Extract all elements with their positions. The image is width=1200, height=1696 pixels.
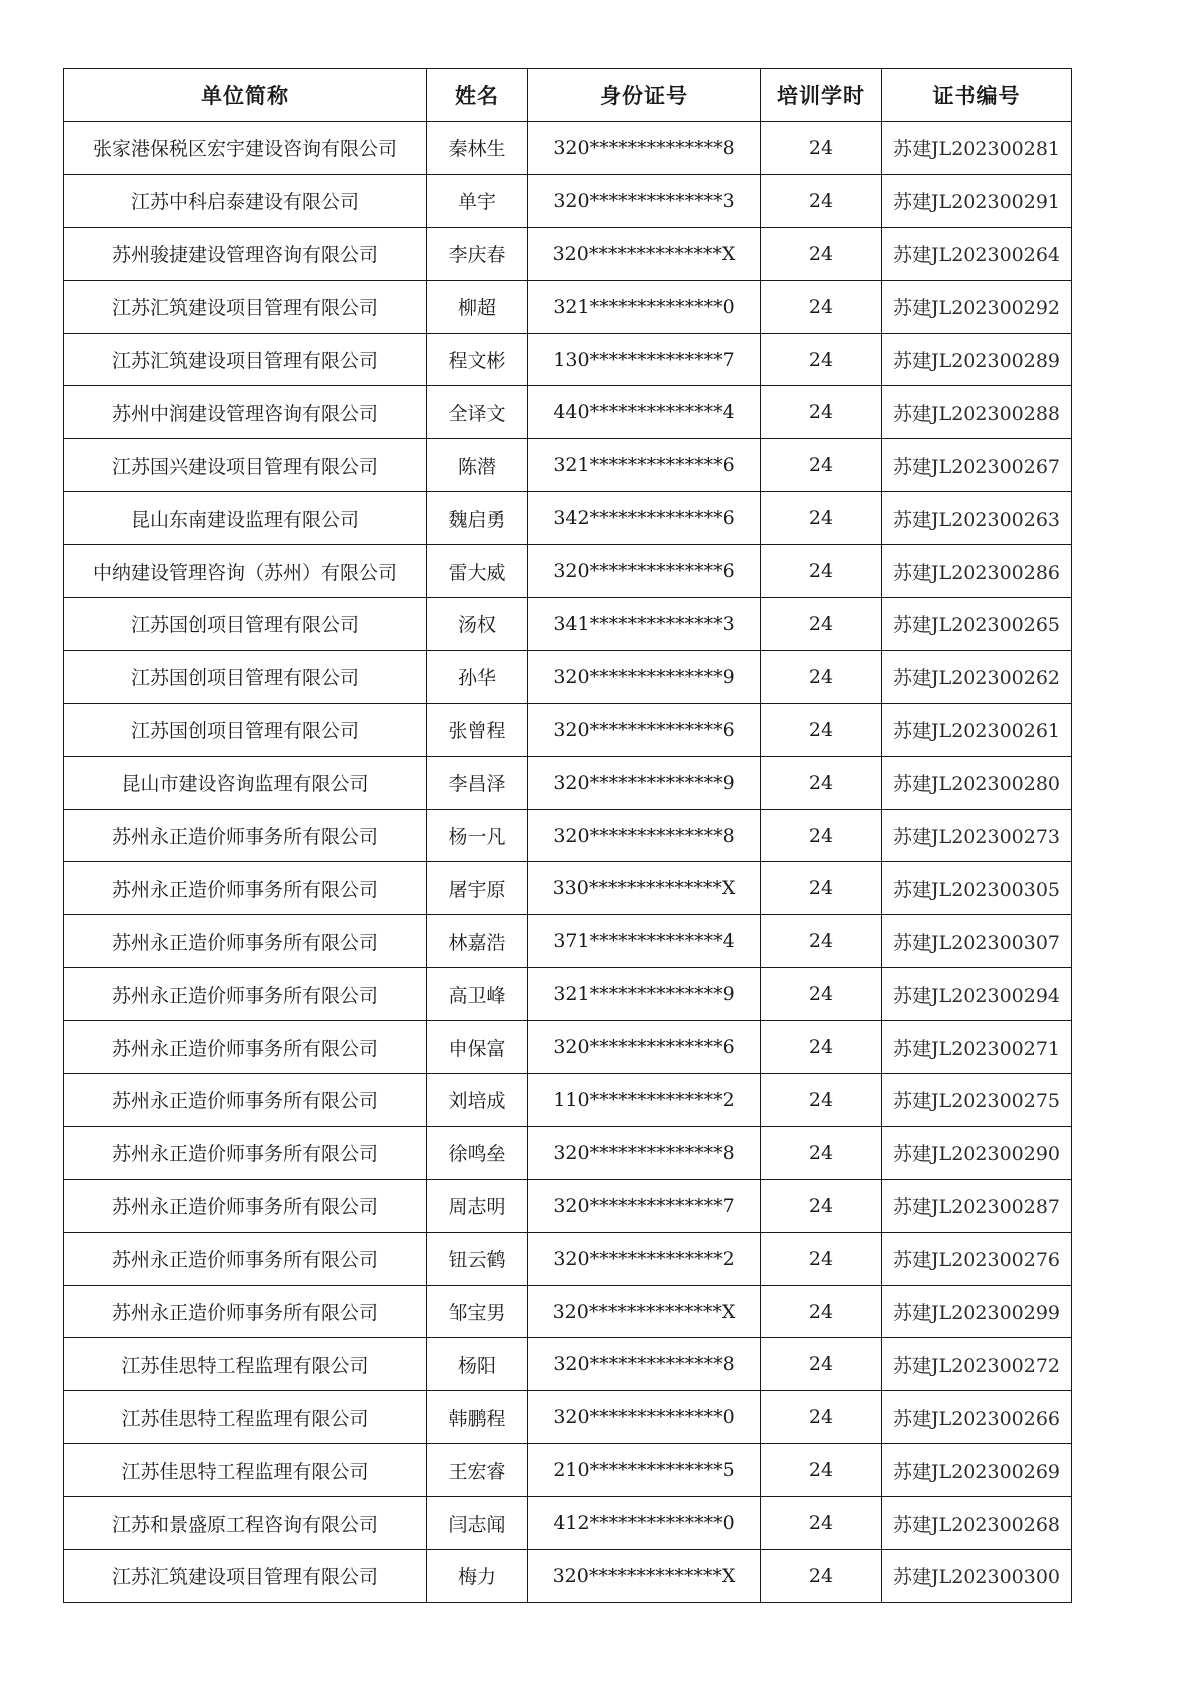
table-row (64, 439, 1072, 492)
cell-training-hours: 24 (761, 386, 882, 439)
table-row (64, 545, 1072, 598)
cell-certificate-number: 苏建JL202300261 (882, 703, 1072, 756)
cell-training-hours: 24 (761, 1126, 882, 1179)
cell-certificate-number: 苏建JL202300286 (882, 545, 1072, 598)
cell-id-number: 320**************6 (528, 545, 761, 598)
cell-unit: 苏州永正造价师事务所有限公司 (64, 1179, 427, 1232)
cell-training-hours: 24 (761, 1285, 882, 1338)
cell-unit: 苏州永正造价师事务所有限公司 (64, 1021, 427, 1074)
header-training-hours: 培训学时 (761, 69, 882, 122)
cell-name: 汤权 (427, 598, 528, 651)
cell-id-number: 320**************9 (528, 650, 761, 703)
cell-training-hours: 24 (761, 227, 882, 280)
cell-training-hours: 24 (761, 703, 882, 756)
cell-name: 雷大威 (427, 545, 528, 598)
cell-unit: 江苏汇筑建设项目管理有限公司 (64, 333, 427, 386)
cell-name: 单宇 (427, 174, 528, 227)
cell-id-number: 320**************9 (528, 756, 761, 809)
cell-name: 李昌泽 (427, 756, 528, 809)
cell-certificate-number: 苏建JL202300264 (882, 227, 1072, 280)
cell-id-number: 320**************8 (528, 809, 761, 862)
cell-unit: 江苏中科启泰建设有限公司 (64, 174, 427, 227)
table-row (64, 1074, 1072, 1127)
cell-training-hours: 24 (761, 598, 882, 651)
cell-id-number: 130**************7 (528, 333, 761, 386)
table-row (64, 703, 1072, 756)
cell-unit: 江苏佳思特工程监理有限公司 (64, 1391, 427, 1444)
cell-name: 屠宇原 (427, 862, 528, 915)
cell-unit: 江苏和景盛原工程咨询有限公司 (64, 1497, 427, 1550)
cell-id-number: 320**************X (528, 1550, 761, 1603)
cell-id-number: 320**************6 (528, 1021, 761, 1074)
cell-unit: 江苏汇筑建设项目管理有限公司 (64, 280, 427, 333)
cell-id-number: 330**************X (528, 862, 761, 915)
cell-certificate-number: 苏建JL202300272 (882, 1338, 1072, 1391)
cell-name: 钮云鹤 (427, 1232, 528, 1285)
training-roster-table (63, 68, 1072, 1603)
cell-unit: 苏州永正造价师事务所有限公司 (64, 915, 427, 968)
cell-training-hours: 24 (761, 1338, 882, 1391)
cell-id-number: 320**************6 (528, 703, 761, 756)
cell-name: 柳超 (427, 280, 528, 333)
table-row (64, 1021, 1072, 1074)
cell-certificate-number: 苏建JL202300281 (882, 122, 1072, 175)
cell-unit: 苏州永正造价师事务所有限公司 (64, 862, 427, 915)
table-row (64, 386, 1072, 439)
cell-training-hours: 24 (761, 1550, 882, 1603)
table-row (64, 1232, 1072, 1285)
cell-certificate-number: 苏建JL202300265 (882, 598, 1072, 651)
cell-id-number: 320**************0 (528, 1391, 761, 1444)
cell-training-hours: 24 (761, 915, 882, 968)
table-row (64, 915, 1072, 968)
cell-id-number: 320**************8 (528, 1126, 761, 1179)
cell-training-hours: 24 (761, 1232, 882, 1285)
cell-certificate-number: 苏建JL202300262 (882, 650, 1072, 703)
cell-training-hours: 24 (761, 756, 882, 809)
cell-name: 林嘉浩 (427, 915, 528, 968)
header-row (64, 69, 1072, 122)
cell-name: 梅力 (427, 1550, 528, 1603)
table-row (64, 598, 1072, 651)
cell-name: 徐鸣垒 (427, 1126, 528, 1179)
cell-certificate-number: 苏建JL202300290 (882, 1126, 1072, 1179)
table-row (64, 1444, 1072, 1497)
cell-unit: 江苏国兴建设项目管理有限公司 (64, 439, 427, 492)
cell-training-hours: 24 (761, 1497, 882, 1550)
table-row (64, 1126, 1072, 1179)
cell-id-number: 341**************3 (528, 598, 761, 651)
cell-certificate-number: 苏建JL202300299 (882, 1285, 1072, 1338)
cell-name: 全译文 (427, 386, 528, 439)
table-row (64, 862, 1072, 915)
table-row (64, 227, 1072, 280)
cell-unit: 江苏国创项目管理有限公司 (64, 598, 427, 651)
cell-unit: 昆山市建设咨询监理有限公司 (64, 756, 427, 809)
cell-unit: 江苏佳思特工程监理有限公司 (64, 1338, 427, 1391)
table-row (64, 174, 1072, 227)
cell-training-hours: 24 (761, 968, 882, 1021)
cell-certificate-number: 苏建JL202300307 (882, 915, 1072, 968)
cell-id-number: 320**************2 (528, 1232, 761, 1285)
cell-unit: 苏州永正造价师事务所有限公司 (64, 1074, 427, 1127)
cell-id-number: 371**************4 (528, 915, 761, 968)
table-row (64, 1497, 1072, 1550)
cell-training-hours: 24 (761, 1074, 882, 1127)
table-row (64, 1391, 1072, 1444)
cell-unit: 苏州中润建设管理咨询有限公司 (64, 386, 427, 439)
table-row (64, 280, 1072, 333)
cell-training-hours: 24 (761, 809, 882, 862)
cell-certificate-number: 苏建JL202300271 (882, 1021, 1072, 1074)
table-row (64, 122, 1072, 175)
cell-certificate-number: 苏建JL202300289 (882, 333, 1072, 386)
table-row (64, 1179, 1072, 1232)
cell-unit: 苏州永正造价师事务所有限公司 (64, 1285, 427, 1338)
cell-id-number: 320**************8 (528, 122, 761, 175)
cell-name: 邹宝男 (427, 1285, 528, 1338)
document-page (63, 68, 1071, 1603)
cell-certificate-number: 苏建JL202300266 (882, 1391, 1072, 1444)
cell-name: 李庆春 (427, 227, 528, 280)
table-row (64, 968, 1072, 1021)
cell-certificate-number: 苏建JL202300292 (882, 280, 1072, 333)
cell-unit: 张家港保税区宏宇建设咨询有限公司 (64, 122, 427, 175)
cell-certificate-number: 苏建JL202300288 (882, 386, 1072, 439)
cell-id-number: 320**************3 (528, 174, 761, 227)
table-row (64, 1338, 1072, 1391)
cell-training-hours: 24 (761, 1179, 882, 1232)
header-name: 姓名 (427, 69, 528, 122)
cell-unit: 江苏汇筑建设项目管理有限公司 (64, 1550, 427, 1603)
cell-training-hours: 24 (761, 1444, 882, 1497)
cell-name: 张曾程 (427, 703, 528, 756)
cell-certificate-number: 苏建JL202300276 (882, 1232, 1072, 1285)
cell-id-number: 321**************0 (528, 280, 761, 333)
cell-unit: 苏州永正造价师事务所有限公司 (64, 809, 427, 862)
cell-name: 周志明 (427, 1179, 528, 1232)
cell-training-hours: 24 (761, 545, 882, 598)
cell-certificate-number: 苏建JL202300287 (882, 1179, 1072, 1232)
cell-training-hours: 24 (761, 492, 882, 545)
cell-certificate-number: 苏建JL202300263 (882, 492, 1072, 545)
cell-name: 杨一凡 (427, 809, 528, 862)
cell-certificate-number: 苏建JL202300300 (882, 1550, 1072, 1603)
header-id-number: 身份证号 (528, 69, 761, 122)
cell-training-hours: 24 (761, 333, 882, 386)
cell-id-number: 321**************6 (528, 439, 761, 492)
cell-certificate-number: 苏建JL202300268 (882, 1497, 1072, 1550)
cell-unit: 苏州永正造价师事务所有限公司 (64, 1126, 427, 1179)
cell-name: 韩鹏程 (427, 1391, 528, 1444)
cell-unit: 昆山东南建设监理有限公司 (64, 492, 427, 545)
cell-name: 孙华 (427, 650, 528, 703)
cell-name: 魏启勇 (427, 492, 528, 545)
cell-certificate-number: 苏建JL202300269 (882, 1444, 1072, 1497)
cell-id-number: 210**************5 (528, 1444, 761, 1497)
cell-training-hours: 24 (761, 174, 882, 227)
cell-id-number: 320**************X (528, 227, 761, 280)
cell-name: 高卫峰 (427, 968, 528, 1021)
cell-unit: 江苏佳思特工程监理有限公司 (64, 1444, 427, 1497)
table-body (64, 122, 1072, 1603)
cell-training-hours: 24 (761, 1391, 882, 1444)
cell-certificate-number: 苏建JL202300294 (882, 968, 1072, 1021)
cell-certificate-number: 苏建JL202300291 (882, 174, 1072, 227)
cell-training-hours: 24 (761, 862, 882, 915)
cell-id-number: 321**************9 (528, 968, 761, 1021)
cell-certificate-number: 苏建JL202300273 (882, 809, 1072, 862)
cell-name: 秦林生 (427, 122, 528, 175)
cell-name: 刘培成 (427, 1074, 528, 1127)
header-unit: 单位简称 (64, 69, 427, 122)
cell-name: 程文彬 (427, 333, 528, 386)
cell-certificate-number: 苏建JL202300275 (882, 1074, 1072, 1127)
cell-unit: 中纳建设管理咨询（苏州）有限公司 (64, 545, 427, 598)
cell-name: 闫志闻 (427, 1497, 528, 1550)
cell-training-hours: 24 (761, 1021, 882, 1074)
cell-name: 陈潜 (427, 439, 528, 492)
table-row (64, 492, 1072, 545)
cell-certificate-number: 苏建JL202300305 (882, 862, 1072, 915)
table-row (64, 1550, 1072, 1603)
table-row (64, 333, 1072, 386)
cell-unit: 苏州永正造价师事务所有限公司 (64, 1232, 427, 1285)
table-row (64, 1285, 1072, 1338)
cell-id-number: 320**************X (528, 1285, 761, 1338)
cell-id-number: 412**************0 (528, 1497, 761, 1550)
cell-name: 王宏睿 (427, 1444, 528, 1497)
cell-unit: 江苏国创项目管理有限公司 (64, 650, 427, 703)
cell-id-number: 342**************6 (528, 492, 761, 545)
cell-training-hours: 24 (761, 122, 882, 175)
table-row (64, 756, 1072, 809)
cell-training-hours: 24 (761, 439, 882, 492)
table-header (64, 69, 1072, 122)
cell-unit: 江苏国创项目管理有限公司 (64, 703, 427, 756)
cell-id-number: 320**************8 (528, 1338, 761, 1391)
table-row (64, 650, 1072, 703)
cell-id-number: 440**************4 (528, 386, 761, 439)
cell-training-hours: 24 (761, 650, 882, 703)
cell-name: 杨阳 (427, 1338, 528, 1391)
cell-certificate-number: 苏建JL202300280 (882, 756, 1072, 809)
cell-id-number: 110**************2 (528, 1074, 761, 1127)
cell-name: 申保富 (427, 1021, 528, 1074)
table-row (64, 809, 1072, 862)
cell-certificate-number: 苏建JL202300267 (882, 439, 1072, 492)
cell-training-hours: 24 (761, 280, 882, 333)
header-certificate-number: 证书编号 (882, 69, 1072, 122)
cell-unit: 苏州骏捷建设管理咨询有限公司 (64, 227, 427, 280)
cell-id-number: 320**************7 (528, 1179, 761, 1232)
cell-unit: 苏州永正造价师事务所有限公司 (64, 968, 427, 1021)
